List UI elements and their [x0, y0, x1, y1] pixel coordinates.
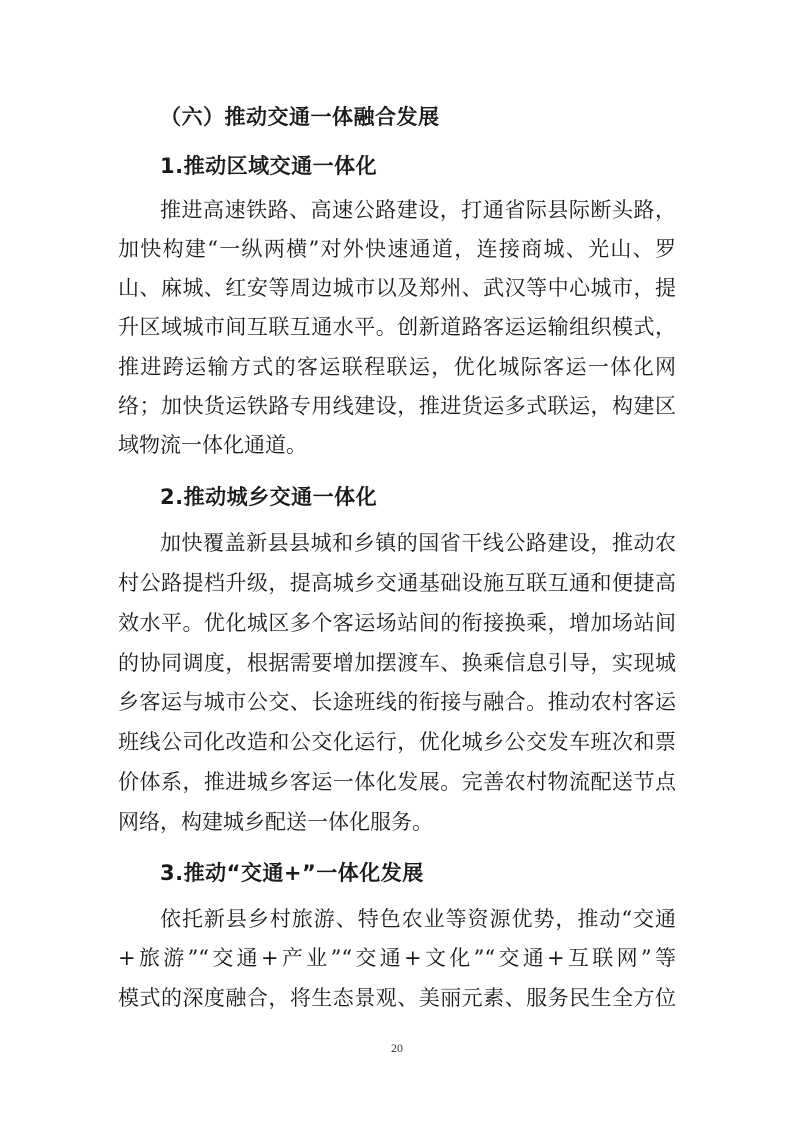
paragraph-line: 加快构建“一纵两横”对外快速通道，连接商城、光山、罗	[118, 237, 676, 261]
paragraph-line: 域物流一体化通道。	[118, 433, 307, 457]
paragraph-line: 推进跨运输方式的客运联程联运，优化城际客运一体化网	[118, 355, 676, 379]
paragraph-line: 升区域城市间互联互通水平。创新道路客运运输组织模式，	[118, 315, 676, 339]
paragraph-line: 络；加快货运铁路专用线建设，推进货运多式联运，构建区	[118, 394, 676, 418]
paragraph-line: 模式的深度融合，将生态景观、美丽元素、服务民生全方位	[118, 986, 676, 1010]
paragraph-line: 山、麻城、红安等周边城市以及郑州、武汉等中心城市，提	[118, 276, 676, 300]
subsection-title-3: 3.推动“交通+”一体化发展	[160, 861, 424, 885]
paragraph-line: 村公路提档升级，提高城乡交通基础设施互联互通和便捷高	[118, 571, 676, 595]
subsection-title-1: 1.推动区域交通一体化	[160, 154, 378, 178]
paragraph-line: 班线公司化改造和公交化运行，优化城乡公交发车班次和票	[118, 730, 676, 754]
paragraph-line: 推进高速铁路、高速公路建设，打通省际县际断头路，	[160, 198, 676, 222]
paragraph-line: 效水平。优化城区多个客运场站间的衔接换乘，增加场站间	[118, 611, 676, 635]
section-heading: （六）推动交通一体融合发展	[160, 105, 440, 129]
paragraph-line: 的协同调度，根据需要增加摆渡车、换乘信息引导，实现城	[118, 651, 676, 675]
paragraph-line: 乡客运与城市公交、长途班线的衔接与融合。推动农村客运	[118, 690, 676, 714]
page-number: 20	[391, 1041, 403, 1055]
paragraph-line: 价体系，推进城乡客运一体化发展。完善农村物流配送节点	[118, 770, 676, 794]
subsection-title-2: 2.推动城乡交通一体化	[160, 485, 378, 509]
paragraph-line: +旅游”“交通+产业”“交通+文化”“交通+互联网”等	[118, 946, 676, 970]
paragraph-line: 加快覆盖新县县城和乡镇的国省干线公路建设，推动农	[160, 531, 676, 555]
paragraph-line: 依托新县乡村旅游、特色农业等资源优势，推动“交通	[160, 907, 676, 931]
paragraph-line: 网络，构建城乡配送一体化服务。	[118, 810, 433, 834]
